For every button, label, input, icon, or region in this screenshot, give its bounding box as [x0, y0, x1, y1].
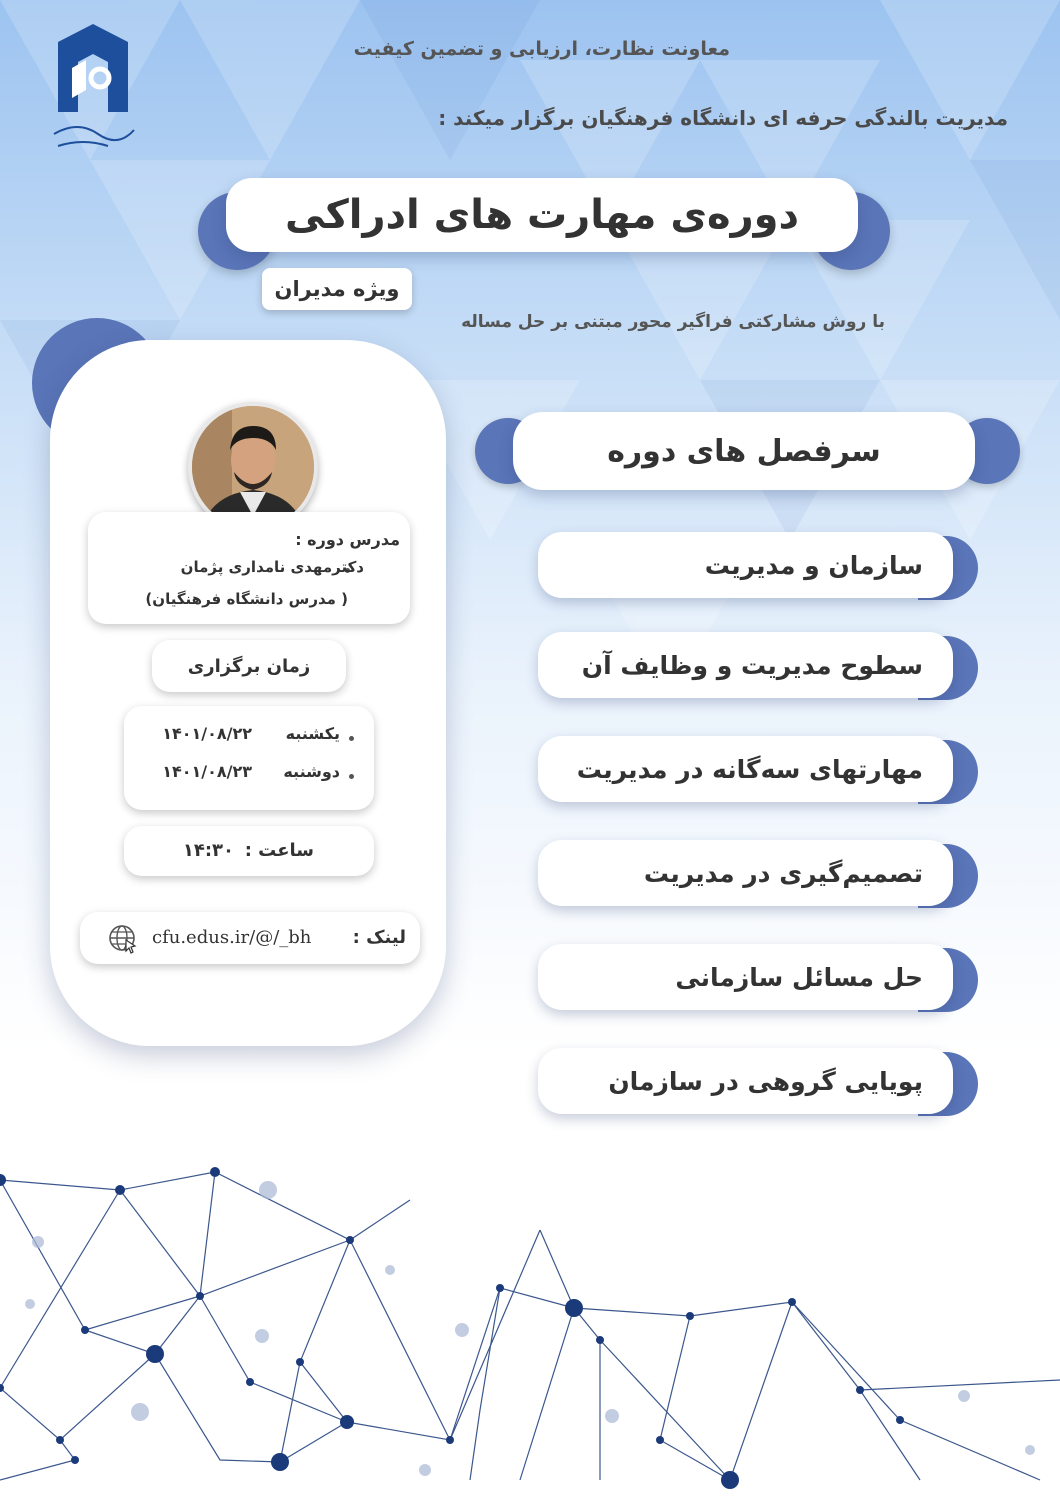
instructor-box: [88, 512, 410, 624]
bullet-icon: [349, 774, 354, 779]
date-value: ۱۴۰۱/۰۸/۲۲: [162, 724, 252, 743]
topic-label: مهارتهای سه‌گانه در مدیریت: [538, 736, 953, 802]
topic-item: [538, 1048, 978, 1116]
topics-header: [475, 412, 1020, 496]
topic-label: سازمان و مدیریت: [538, 532, 953, 598]
topic-label: تصمیم‌گیری در مدیریت: [538, 840, 953, 906]
globe-cursor-icon: [108, 924, 138, 954]
date-day: دوشنبه: [283, 762, 340, 781]
instructor-name: دکترمهدی نامداری پژمان: [180, 558, 364, 576]
topic-item: [538, 532, 978, 600]
host-line: مدیریت بالندگی حرفه ای دانشگاه فرهنگیان برگزار میکند :: [438, 106, 1008, 130]
topic-label: حل مسائل سازمانی: [538, 944, 953, 1010]
audience-badge: ویژه مدیران: [262, 268, 412, 310]
instructor-affiliation: ( مدرس دانشگاه فرهنگیان): [145, 590, 348, 608]
topic-item: [538, 840, 978, 908]
course-title: دوره‌ی مهارت های ادراکی: [226, 178, 858, 252]
link-label: لینک :: [352, 927, 406, 948]
schedule-dates: [124, 706, 374, 810]
topic-item: [538, 736, 978, 804]
org-line: معاونت نظارت، ارزیابی و تضمین کیفیت: [353, 38, 730, 60]
topic-item: [538, 632, 978, 700]
topic-label: سطوح مدیریت و وظایف آن: [538, 632, 953, 698]
hour-value: ۱۴:۳۰: [182, 840, 234, 861]
schedule-title: زمان برگزاری: [152, 640, 346, 692]
bullet-icon: [349, 736, 354, 741]
course-title-banner: [198, 178, 890, 268]
course-method: با روش مشارکتی فراگیر محور مبتنی بر حل مساله: [461, 312, 885, 332]
topic-item: [538, 944, 978, 1012]
date-value: ۱۴۰۱/۰۸/۲۳: [162, 762, 252, 781]
link-url[interactable]: cfu.edus.ir/@/_bh: [152, 927, 312, 948]
topic-label: پویایی گروهی در سازمان: [538, 1048, 953, 1114]
hour-label: ساعت :: [244, 840, 314, 861]
date-day: یکشنبه: [285, 724, 340, 743]
network-decoration: [0, 1140, 1060, 1500]
instructor-label: مدرس دوره :: [295, 530, 400, 549]
link-box[interactable]: [80, 912, 420, 964]
topics-title: سرفصل های دوره: [513, 412, 975, 490]
university-logo: [48, 20, 138, 160]
schedule-hour: [124, 826, 374, 876]
